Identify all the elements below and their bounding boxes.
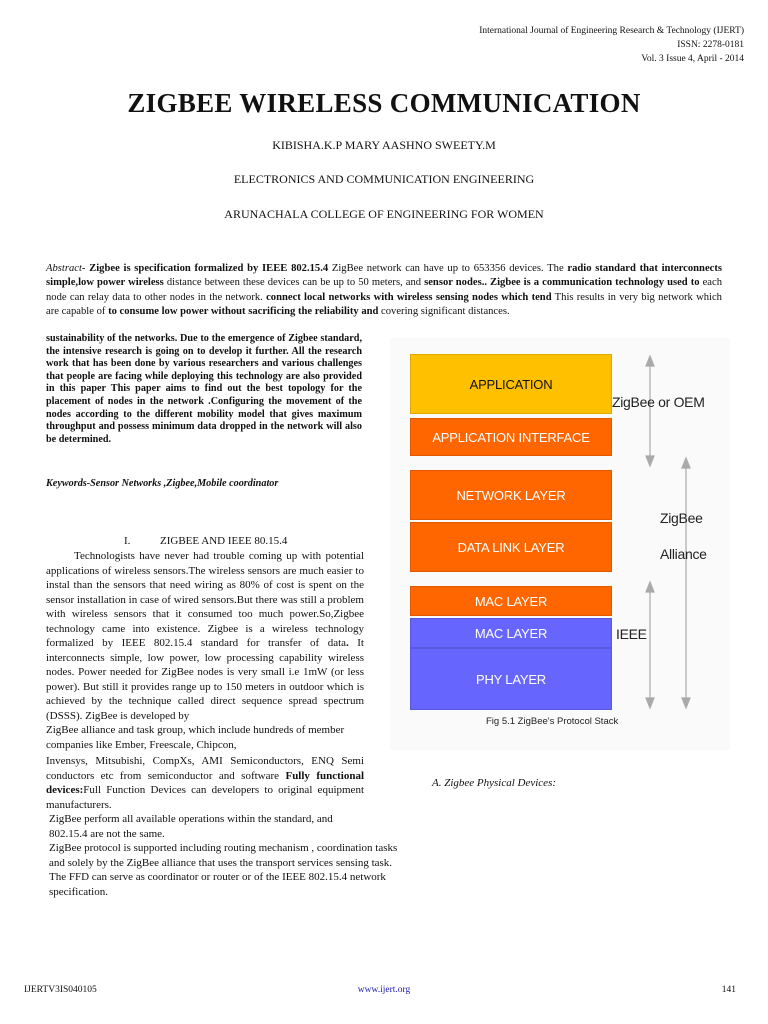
abstract-label: Abstract-: [46, 263, 86, 274]
layer-mac-lower: MAC LAYER: [410, 618, 612, 648]
layer-mac-upper: MAC LAYER: [410, 586, 612, 616]
section-number: I.: [124, 535, 131, 547]
college: ARUNACHALA COLLEGE OF ENGINEERING FOR WOMEN: [224, 207, 544, 221]
figure-caption: Fig 5.1 ZigBee's Protocol Stack: [486, 716, 619, 727]
issn: ISSN: 2278-0181: [677, 40, 744, 50]
section-heading: [124, 535, 287, 547]
layer-application: APPLICATION: [410, 354, 612, 414]
protocol-stack-figure: [390, 338, 730, 750]
authors: KIBISHA.K.P MARY AASHNO SWEETY.M: [272, 138, 496, 152]
keywords: Keywords-Sensor Networks ,Zigbee,Mobile coordinator: [46, 478, 279, 489]
footer-paper-id: IJERTV3IS040105: [24, 985, 97, 995]
paragraph: Invensys, Mitsubishi, CompXs, AMI Semiconductors, ENQ Semi conductors etc from semiconductor and software Fully functional devices:Full Function Devices can developers to original equipment manufacturers.: [46, 755, 365, 811]
footer-page-number: 141: [721, 985, 736, 995]
department: ELECTRONICS AND COMMUNICATION ENGINEERING: [233, 172, 535, 186]
section-body: [46, 549, 398, 899]
paragraph: Technologists have never had trouble coming up with potential applications of wireless sensors.The wireless sensors are much easier to instal than the sensors that need wiring as 80% of cost is spent on the sensor installation in case of wired sensors.But there was still a problem with wireless sensors that it consumed too much power.So,Zigbee technology came into existence. Zigbee is a wireless technology formalized by IEEE 802.15.4 standard for transfer of data. It interconnects simple, low power, low processing capability wireless nodes. Power needed for ZigBee nodes is very small i.e 1mW (or less power). But still it provides range up to 150 meters in outdoor which is achieved by the technique called direct sequence spread spectrum (DSSS). ZigBee is developed by: [46, 550, 364, 722]
section-title: ZIGBEE AND IEEE 80.15.4: [160, 535, 288, 547]
journal-name: International Journal of Engineering Research & Technology (IJERT): [479, 26, 744, 36]
volume-issue: Vol. 3 Issue 4, April - 2014: [641, 54, 744, 64]
label-alliance: Alliance: [660, 546, 707, 562]
layer-data-link: DATA LINK LAYER: [410, 522, 612, 572]
abstract-continued: sustainability of the networks. Due to the emergence of Zigbee standard, the intensive research is going on to develop it further. All the research work that has been done by various researchers and various challenges that people are facing while deploying this technology are also provided in this paper This paper aims to find out the best topology for the placement of nodes in the network .Configuring the movement of the nodes according to the different mobility model that gives maximum throughput and possess minimum data dropped in the network will also be determined.: [46, 333, 362, 445]
subsection-heading: A. Zigbee Physical Devices:: [432, 777, 557, 789]
paragraph: ZigBee alliance and task group, which include hundreds of member companies like Ember, Freescale, Chipcon,: [46, 724, 345, 751]
paper-title: ZIGBEE WIRELESS COMMUNICATION: [127, 88, 641, 118]
layer-network: NETWORK LAYER: [410, 470, 612, 520]
paragraph: ZigBee perform all available operations within the standard, and 802.15.4 are not the same.: [49, 813, 333, 840]
label-zigbee-oem: ZigBee or OEM: [612, 394, 705, 410]
footer-url[interactable]: www.ijert.org: [357, 985, 411, 995]
label-ieee: IEEE: [616, 626, 647, 642]
layer-application-interface: APPLICATION INTERFACE: [410, 418, 612, 456]
label-zigbee: ZigBee: [660, 510, 703, 526]
paragraph: ZigBee protocol is supported including routing mechanism , coordination tasks and solely by the ZigBee alliance that uses the transport services sensing task. The FFD can serve as coordinator or router or of the IEEE 802.15.4 network specification.: [49, 842, 398, 898]
abstract: Abstract- Zigbee is specification formalized by IEEE 802.15.4 ZigBee network can have up to 653356 devices. The radio standard that interconnects simple,low power wireless distance between these devices can be up to 50 meters, and sensor nodes.. Zigbee is a communication technology used to each node can relay data to other nodes in the network. connect local networks with wireless sensing nodes which tend This results in very big network which are capable of to consume low power without sacrificing the reliability and covering significant distances.: [46, 263, 722, 318]
layer-phy: PHY LAYER: [410, 648, 612, 710]
